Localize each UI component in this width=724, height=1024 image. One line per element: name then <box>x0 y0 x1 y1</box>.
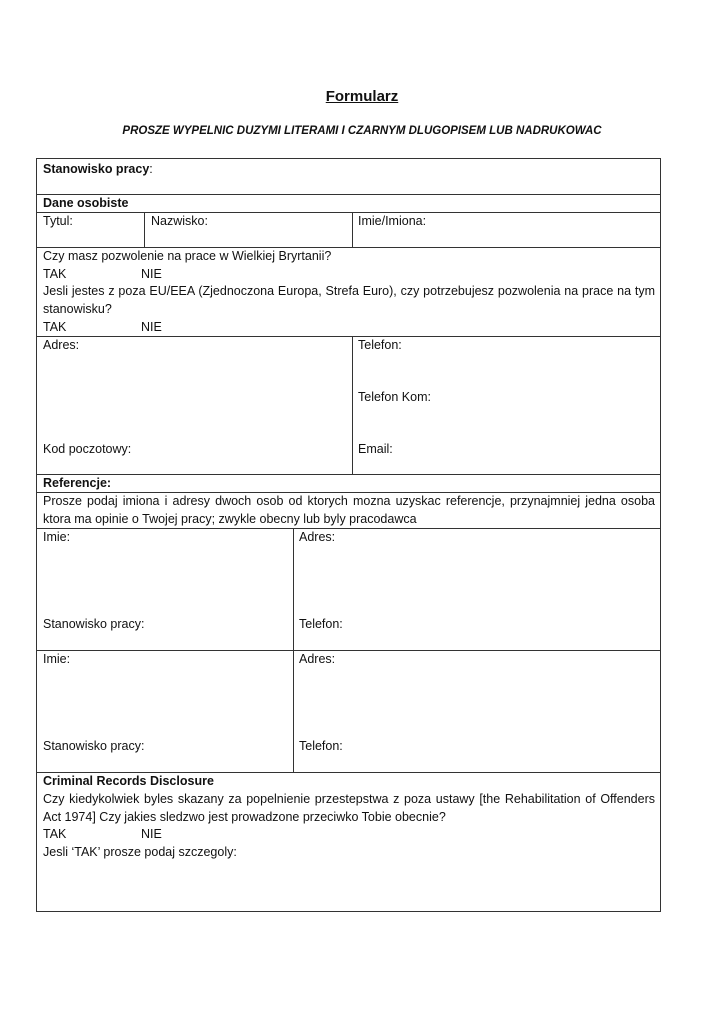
divider <box>37 194 660 195</box>
divider <box>37 650 660 651</box>
reference-2-name-field[interactable]: Imie: <box>43 652 71 666</box>
divider <box>37 474 660 475</box>
personal-heading: Dane osobiste <box>43 196 129 210</box>
mobile-field[interactable]: Telefon Kom: <box>358 390 431 404</box>
criminal-question: Czy kiedykolwiek byles skazany za popelnienie przestepstwa z poza ustawy [the Rehabilitation of Offenders Act 1974] Czy jakies sledzwo jest prowadzone przeciwko Tobie obecnie? <box>43 792 655 824</box>
reference-2-address-field[interactable]: Adres: <box>299 652 336 666</box>
address-field[interactable]: Adres: <box>43 338 80 352</box>
firstname-field[interactable]: Imie/Imiona: <box>358 214 427 228</box>
criminal-details-field[interactable]: Jesli ‘TAK’ prosze podaj szczegoly: <box>43 845 237 859</box>
permit-q2-no[interactable]: NIE <box>141 320 162 334</box>
form-title: Formularz <box>325 88 399 105</box>
criminal-no[interactable]: NIE <box>141 827 162 841</box>
divider <box>352 336 353 474</box>
divider <box>37 212 660 213</box>
divider <box>352 212 353 247</box>
permit-q2-yes[interactable]: TAK <box>43 320 67 334</box>
criminal-heading: Criminal Records Disclosure <box>43 774 214 788</box>
permit-question-2: Jesli jestes z poza EU/EEA (Zjednoczona Europa, Strefa Euro), czy potrzebujesz pozwolenia na prace na tym stanowisku? <box>43 284 655 316</box>
divider <box>37 336 660 337</box>
criminal-yes[interactable]: TAK <box>43 827 67 841</box>
position-label: Stanowisko pracy <box>43 162 150 176</box>
phone-field[interactable]: Telefon: <box>358 338 402 352</box>
reference-2-position-field[interactable]: Stanowisko pracy: <box>43 739 145 753</box>
permit-q1-yes[interactable]: TAK <box>43 267 67 281</box>
reference-1-address-field[interactable]: Adres: <box>299 530 336 544</box>
position-field[interactable] <box>43 161 153 178</box>
form-subtitle: PROSZE WYPELNIC DUZYMI LITERAMI I CZARNYM DLUGOPISEM LUB NADRUKOWAC <box>122 125 602 137</box>
email-field[interactable]: Email: <box>358 442 393 456</box>
references-instructions: Prosze podaj imiona i adresy dwoch osob od ktorych mozna uzyskac referencje, przynajmniej jedna osoba ktora ma opinie o Twojej pracy; zwykle obecny lub byly pracodawca <box>43 494 655 526</box>
divider <box>144 212 145 247</box>
permit-question-1: Czy masz pozwolenie na prace w Wielkiej Bryrtanii? <box>43 249 332 263</box>
reference-1-phone-field[interactable]: Telefon: <box>299 617 343 631</box>
reference-1-position-field[interactable]: Stanowisko pracy: <box>43 617 145 631</box>
reference-1-name-field[interactable]: Imie: <box>43 530 71 544</box>
references-heading: Referencje: <box>43 476 112 490</box>
permit-q1-no[interactable]: NIE <box>141 267 162 281</box>
postcode-field[interactable]: Kod poczotowy: <box>43 442 132 456</box>
reference-2-phone-field[interactable]: Telefon: <box>299 739 343 753</box>
divider <box>37 528 660 529</box>
position-colon: : <box>149 162 153 176</box>
application-form <box>36 158 661 912</box>
surname-field[interactable]: Nazwisko: <box>151 214 208 228</box>
title-field[interactable]: Tytul: <box>43 214 73 228</box>
